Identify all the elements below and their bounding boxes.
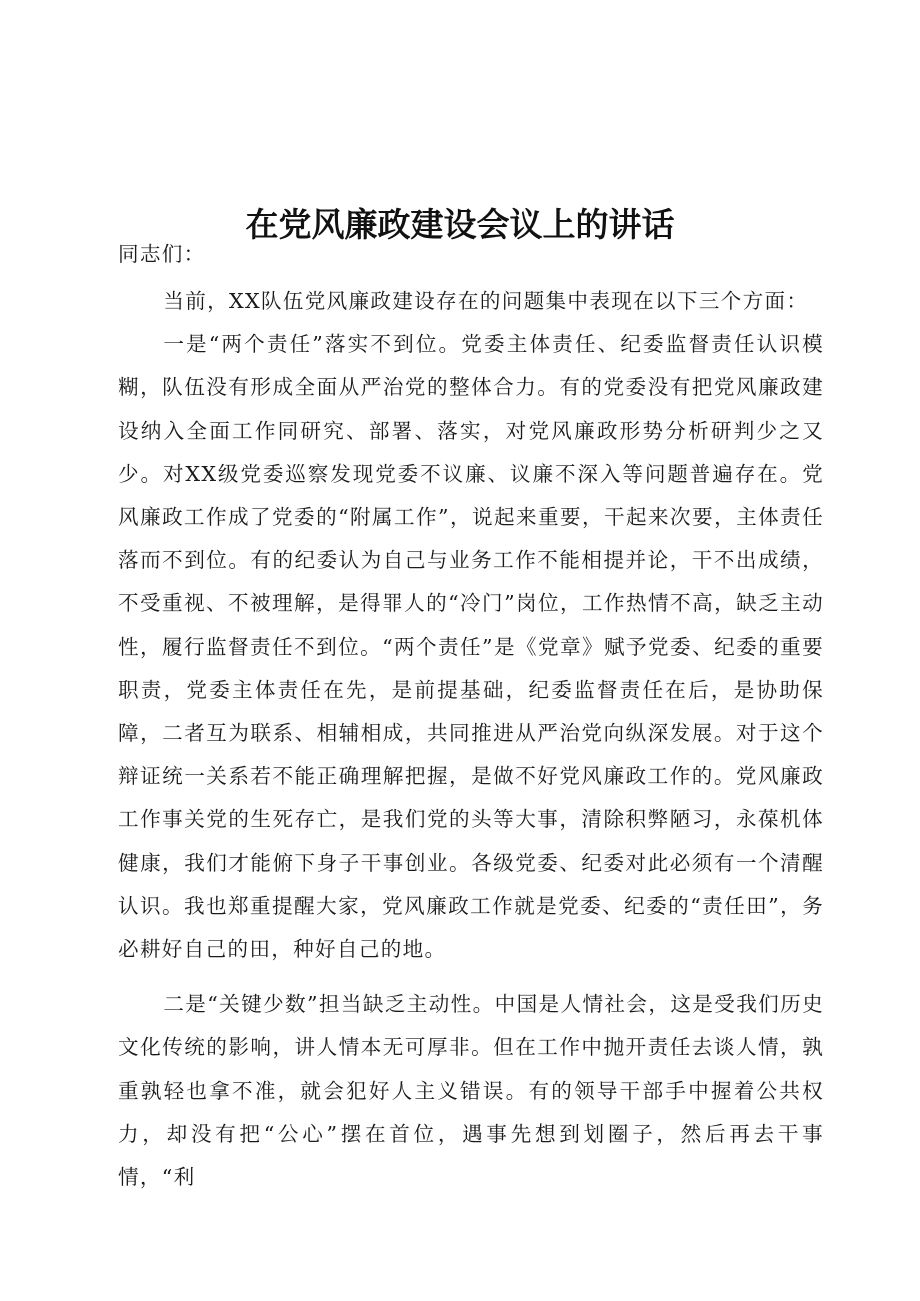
paragraph-first-issue: 一是“两个责任”落实不到位。党委主体责任、纪委监督责任认识模糊，队伍没有形成全面从严治党的整体合力。有的党委没有把党风廉政建设纳入全面工作同研究、部署、落实，对党风廉政形势分析研判少之又少。对XX级党委巡察发现党委不议廉、议廉不深入等问题普遍存在。党风廉政工作成了党委的“附属工作”，说起来重要，干起来次要，主体责任落而不到位。有的纪委认为自己与业务工作不能相提并论，干不出成绩，不受重视、不被理解，是得罪人的“冷门”岗位，工作热情不高，缺乏主动性，履行监督责任不到位。“两个责任”是《党章》赋予党委、纪委的重要职责，党委主体责任在先，是前提基础，纪委监督责任在后，是协助保障，二者互为联系、相辅相成，共同推进从严治党向纵深发展。对于这个辩证统一关系若不能正确理解把握，是做不好党风廉政工作的。党风廉政工作事关党的生死存亡，是我们党的头等大事，清除积弊陋习，永葆机体健康，我们才能俯下身子干事创业。各级党委、纪委对此必须有一个清醒认识。我也郑重提醒大家，党风廉政工作就是党委、纪委的“责任田”，务必耕好自己的田，种好自己的地。: [118, 332, 824, 962]
paragraph-intro: 当前，XX队伍党风廉政建设存在的问题集中表现在以下三个方面：: [163, 289, 809, 313]
document-body: [118, 233, 824, 1199]
salutation: 同志们：: [118, 242, 206, 266]
document-title: 在党风廉政建设会议上的讲话: [245, 205, 675, 245]
paragraph-second-issue: 二是“关键少数”担当缺乏主动性。中国是人情社会，这是受我们历史文化传统的影响，讲人情本无可厚非。但在工作中抛开责任去谈人情，孰重孰轻也拿不准，就会犯好人主义错误。有的领导干部手中握着公共权力，却没有把“公心”摆在首位，遇事先想到划圈子，然后再去干事情，“利: [118, 992, 824, 1190]
